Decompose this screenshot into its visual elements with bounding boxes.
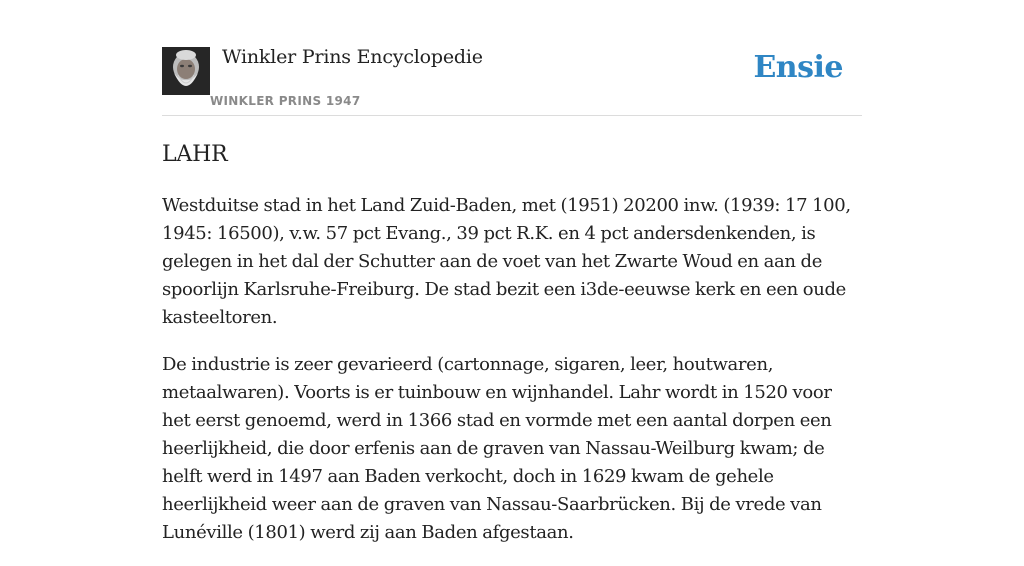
source-subtitle[interactable]: WINKLER PRINS 1947 bbox=[210, 94, 361, 108]
article-paragraph: De industrie is zeer gevarieerd (cartonnage, sigaren, leer, houtwaren, metaalwaren). Voorts is er tuinbouw en wijnhandel. Lahr wordt in 1520 voor het eerst genoemd, werd in 1366 stad en vormde met een aantal dorpen een heerlijkheid, die door erfenis aan de graven van Nassau-Weilburg kwam; de helft werd in 1497 aan Baden verkocht, doch in 1629 kwam de gehele heerlijkheid weer aan de graven van Nassau-Saarbrücken. Bij de vrede van Lunéville (1801) werd zij aan Baden afgestaan. bbox=[162, 354, 832, 543]
article-title: LAHR bbox=[162, 142, 228, 167]
avatar[interactable] bbox=[162, 47, 210, 95]
bearded-man-portrait-icon bbox=[162, 47, 210, 95]
site-title[interactable]: Winkler Prins Encyclopedie bbox=[222, 46, 483, 68]
brand-logo[interactable]: Ensie bbox=[753, 50, 843, 85]
site-header bbox=[162, 0, 862, 116]
article-paragraph: Westduitse stad in het Land Zuid-Baden, met (1951) 20200 inw. (1939: 17 100, 1945: 16500), v.w. 57 pct Evang., 39 pct R.K. en 4 pct andersdenkenden, is gelegen in het dal der Schutter aan de voet van het Zwarte Woud en aan de spoorlijn Karlsruhe-Freiburg. De stad bezit een i3de-eeuwse kerk en een oude kasteeltoren. bbox=[162, 195, 851, 328]
article bbox=[162, 140, 862, 566]
